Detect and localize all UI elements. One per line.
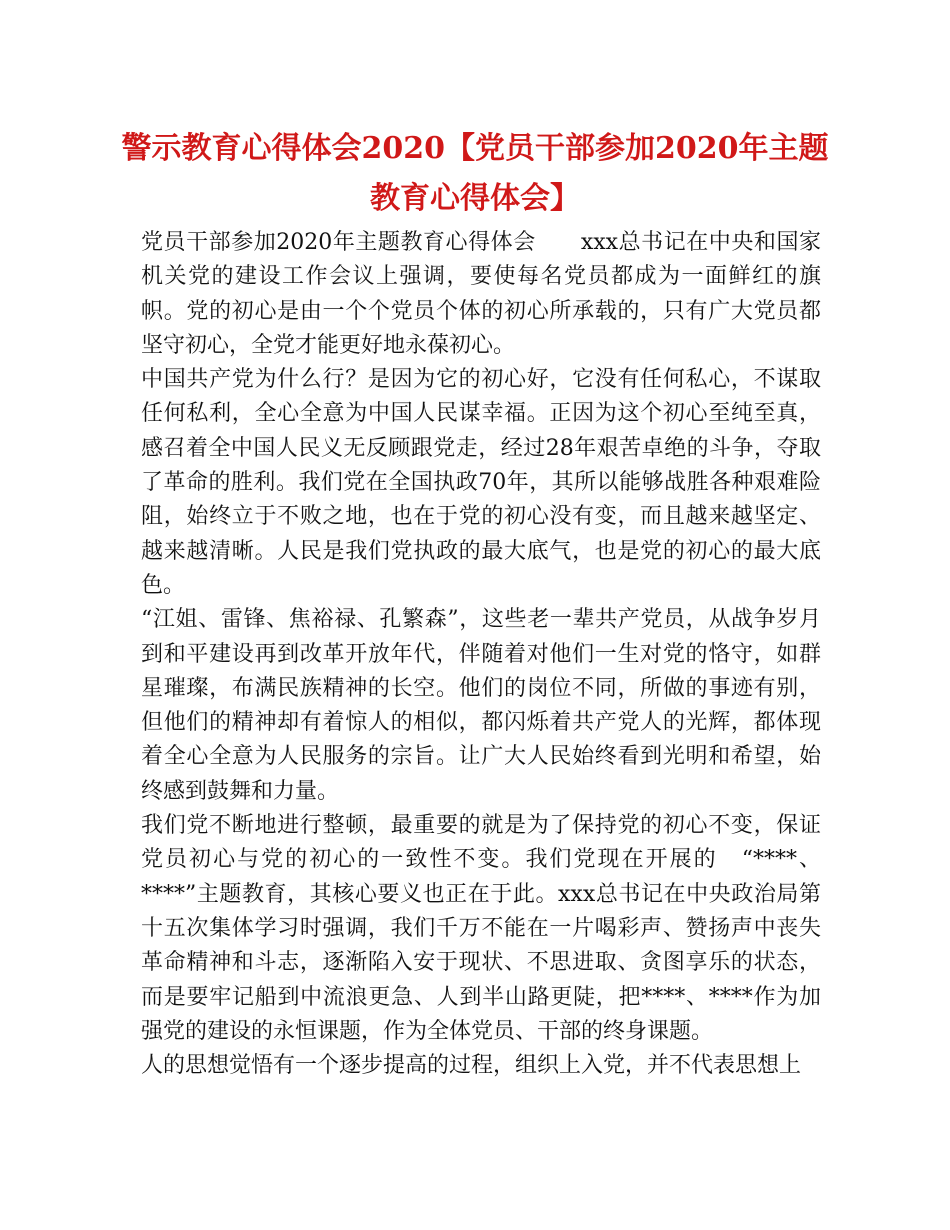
paragraph-4: 我们党不断地进行整顿，最重要的就是为了保持党的初心不变，保证党员初心与党的初心的一致性不变。我们党现在开展的 “****、****”主题教育，其核心要义也正在于此。xxx总书记在中央政治局第十五次集体学习时强调，我们千万不能在一片喝彩声、赞扬声中丧失革命精神和斗志，逐渐陷入安于现状、不思进取、贪图享乐的状态，而是要牢记船到中流浪更急、人到半山路更陡，把****、****作为加强党的建设的永恒课题，作为全体党员、干部的终身课题。 [141, 813, 821, 1044]
document-title: 警示教育心得体会2020【党员干部参加2020年主题教育心得体会】 [121, 131, 829, 216]
paragraph-2: 中国共产党为什么行？是因为它的初心好，它没有任何私心，不谋取任何私利，全心全意为中国人民谋幸福。正因为这个初心至纯至真，感召着全中国人民义无反顾跟党走，经过28年艰苦卓绝的斗争，夺取了革命的胜利。我们党在全国执政70年，其所以能够战胜各种艰难险阻，始终立于不败之地，也在于党的初心没有变，而且越来越坚定、越来越清晰。人民是我们党执政的最大底气，也是党的初心的最大底色。 [141, 367, 821, 598]
paragraph-3: “江姐、雷锋、焦裕禄、孔繁森”，这些老一辈共产党员，从战争岁月到和平建设再到改革开放年代，伴随着对他们一生对党的恪守，如群星璀璨，布满民族精神的长空。他们的岗位不同，所做的事迹有别，但他们的精神却有着惊人的相似，都闪烁着共产党人的光辉，都体现着全心全意为人民服务的宗旨。让广大人民始终看到光明和希望，始终感到鼓舞和力量。 [141, 607, 821, 804]
paragraph-1: 党员干部参加2020年主题教育心得体会 xxx总书记在中央和国家机关党的建设工作会议上强调，要使每名党员都成为一面鲜红的旗帜。党的初心是由一个个党员个体的初心所承载的，只有广大党员都坚守初心，全党才能更好地永葆初心。 [141, 230, 821, 358]
document-body [141, 226, 821, 1083]
paragraph-5: 人的思想觉悟有一个逐步提高的过程，组织上入党，并不代表思想上 [141, 1053, 802, 1079]
